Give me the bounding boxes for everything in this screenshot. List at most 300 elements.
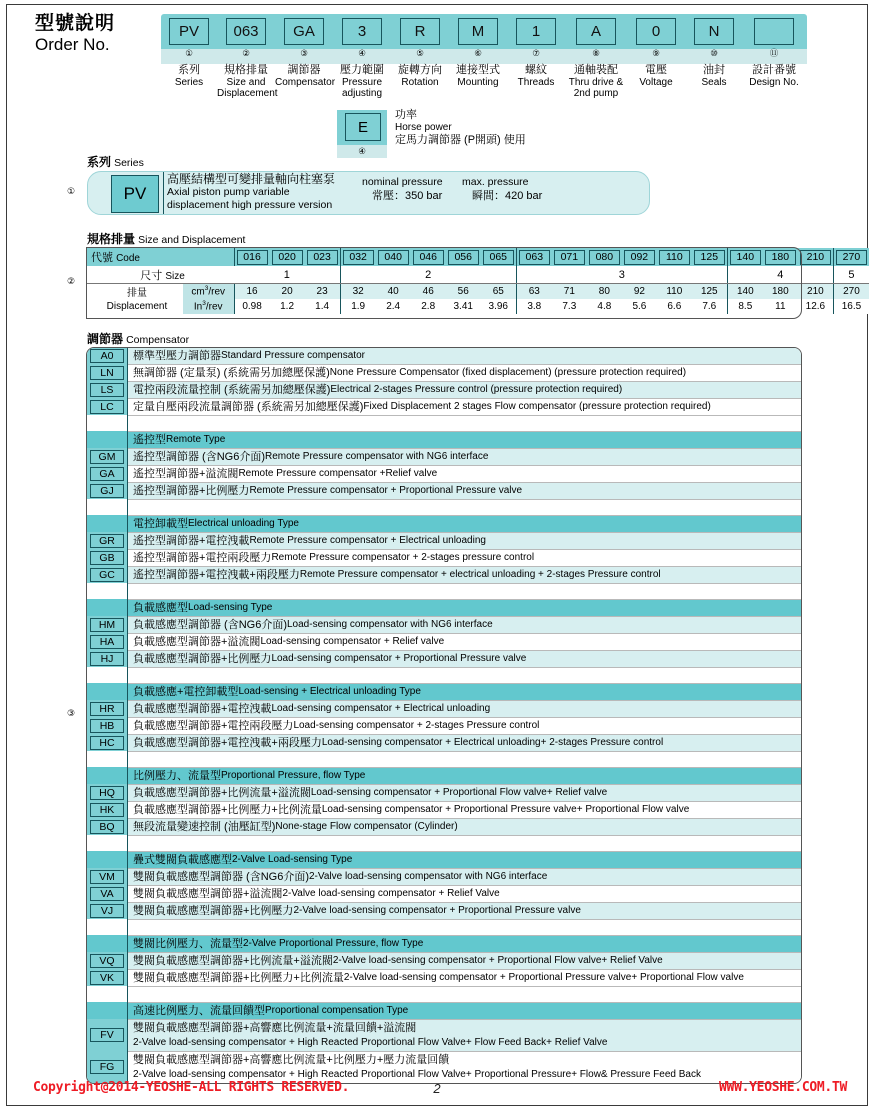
compensator-spacer xyxy=(87,919,801,935)
spacer-desc-cell xyxy=(128,667,801,683)
order-code-box-5: R xyxy=(400,18,440,45)
spacer-desc-cell xyxy=(128,986,801,1002)
compensator-desc-FG: 雙閥負載感應型調節器+高響應比例流量+比例壓力+壓力流量回饋 2-Valve load-sensing compensator + High Reacted Proportional Flow Valve+ Proportional Pressure+ Flow& Pressure Feed Back xyxy=(128,1051,801,1083)
page-title xyxy=(35,13,155,55)
label-cn-8: 通軸裝配 xyxy=(574,64,618,76)
compensator-caption-en: Compensator xyxy=(126,334,190,346)
order-code-label-8 xyxy=(565,65,627,100)
size-group-5: 5 xyxy=(833,266,869,284)
code-chip-023: 023 xyxy=(307,250,338,265)
order-code-index-10: ⑩ xyxy=(710,48,718,58)
order-code-label-7 xyxy=(507,65,565,100)
code-cell-270 xyxy=(833,248,869,266)
code-chip-270: 270 xyxy=(836,250,867,265)
order-code-index-6: ⑥ xyxy=(474,48,482,58)
displacement-label-en: Displacement xyxy=(87,299,183,314)
compensator-row-HK[interactable] xyxy=(87,801,801,818)
spacer-code-cell xyxy=(87,835,128,851)
code-chip-080: 080 xyxy=(589,250,620,265)
series-index: ① xyxy=(67,186,76,196)
label-cn-2: 規格排量 xyxy=(224,64,268,76)
order-code-label-10 xyxy=(685,65,743,100)
unit-in3-rev: In$^3$/rev xyxy=(183,299,234,314)
code-chip-210: 210 xyxy=(800,250,831,265)
compensator-code-GC: GC xyxy=(90,568,124,582)
compensator-row-VJ[interactable] xyxy=(87,902,801,919)
in3-value-180: 11 xyxy=(763,299,798,314)
order-code-boxes xyxy=(161,14,807,64)
order-code-box-6: M xyxy=(458,18,498,45)
order-code-label-1 xyxy=(161,65,217,100)
website-link[interactable]: WWW.YEOSHE.COM.TW xyxy=(719,1080,847,1095)
size-displacement-table xyxy=(87,248,869,314)
series-caption-en: Series xyxy=(114,157,144,169)
spacer-desc-cell xyxy=(128,919,801,935)
compensator-desc-HB: 負載感應型調節器+電控兩段壓力 Load-sensing compensator + 2-stages Pressure control xyxy=(128,717,801,734)
order-code-index-9: ⑨ xyxy=(652,48,660,58)
code-cell-056 xyxy=(446,248,481,266)
order-code-box-9: 0 xyxy=(636,18,676,45)
compensator-group-header xyxy=(87,1002,801,1019)
compensator-row-HR[interactable] xyxy=(87,700,801,717)
order-code-column-4 xyxy=(333,14,391,64)
compensator-spacer xyxy=(87,986,801,1002)
compensator-spacer xyxy=(87,415,801,431)
compensator-code-cell xyxy=(87,549,128,566)
label-cn-4: 壓力範圍 xyxy=(340,64,384,76)
displacement-in3-row xyxy=(87,299,869,314)
compensator-code-cell xyxy=(87,700,128,717)
nominal-pressure xyxy=(362,175,443,203)
group-header-code-cell xyxy=(87,767,128,784)
compensator-code-cell xyxy=(87,952,128,969)
compensator-code-cell xyxy=(87,465,128,482)
cm3-value-210: 210 xyxy=(798,284,834,300)
order-code-label-9 xyxy=(627,65,685,100)
cm3-value-040: 40 xyxy=(376,284,411,300)
code-cell-080 xyxy=(587,248,622,266)
compensator-desc-VK: 雙閥負載感應型調節器+比例壓力+比例流量 2-Valve load-sensing compensator + Proportional Pressure valve+ Proportional Flow valve xyxy=(128,969,801,986)
cm3-value-125: 125 xyxy=(692,284,728,300)
series-desc-cn: 高壓結構型可變排量軸向柱塞泵 xyxy=(167,172,336,186)
code-chip-032: 032 xyxy=(343,250,374,265)
order-code-label-5 xyxy=(391,65,449,100)
group-header-text: 遙控型 Remote Type xyxy=(128,431,801,448)
compensator-desc-HJ: 負載感應型調節器+比例壓力 Load-sensing compensator + Proportional Pressure valve xyxy=(128,650,801,667)
label-cn-11: 設計番號 xyxy=(752,64,796,76)
in3-value-110: 6.6 xyxy=(657,299,692,314)
order-code-box-1: PV xyxy=(169,18,209,45)
compensator-group-header xyxy=(87,599,801,616)
order-code-label-6 xyxy=(449,65,507,100)
order-code-label-3 xyxy=(275,64,336,100)
order-code-index-11: ⑪ xyxy=(769,48,779,58)
displacement-label-cn: 排量 xyxy=(87,284,183,300)
horsepower-line1: 功率 xyxy=(395,109,417,121)
spacer-code-cell xyxy=(87,919,128,935)
code-cell-020 xyxy=(270,248,305,266)
cm3-value-056: 56 xyxy=(446,284,481,300)
code-cell-180 xyxy=(763,248,798,266)
compensator-row-VM[interactable] xyxy=(87,868,801,885)
compensator-row-GA[interactable] xyxy=(87,465,801,482)
size-group-1: 1 xyxy=(234,266,340,284)
compensator-code-cell xyxy=(87,364,128,381)
group-header-code-cell xyxy=(87,1002,128,1019)
label-en-3: Compensator xyxy=(275,76,336,88)
code-chip-092: 092 xyxy=(624,250,655,265)
in3-value-071: 7.3 xyxy=(552,299,587,314)
compensator-row-HA[interactable] xyxy=(87,633,801,650)
order-code-column-10 xyxy=(685,14,743,64)
code-cell-140 xyxy=(727,248,763,266)
unit-cm3-rev: $cm^3$/rev xyxy=(183,284,234,300)
in3-value-125: 7.6 xyxy=(692,299,728,314)
label-en-1: Series xyxy=(174,76,204,88)
in3-value-140: 8.5 xyxy=(727,299,763,314)
compensator-row-GM[interactable] xyxy=(87,448,801,465)
compensator-caption xyxy=(87,330,189,347)
compensator-code-cell xyxy=(87,532,128,549)
compensator-group-header xyxy=(87,935,801,952)
compensator-desc-GM: 遙控型調節器 (含NG6介面) Remote Pressure compensator with NG6 interface xyxy=(128,448,801,465)
order-code-label-4 xyxy=(333,65,391,100)
code-chip-180: 180 xyxy=(765,250,796,265)
in3-value-270: 16.5 xyxy=(833,299,869,314)
size-displacement-index: ② xyxy=(67,276,76,286)
series-caption xyxy=(87,153,144,170)
compensator-code-cell xyxy=(87,616,128,633)
group-header-text: 雙閥比例壓力、流量型 2-Valve Proportional Pressure, flow Type xyxy=(128,935,801,952)
in3-value-040: 2.4 xyxy=(376,299,411,314)
code-chip-020: 020 xyxy=(272,250,303,265)
compensator-code-cell xyxy=(87,784,128,801)
code-chip-110: 110 xyxy=(659,250,690,265)
label-en-5: Rotation xyxy=(401,76,439,88)
compensator-code-cell xyxy=(87,734,128,751)
compensator-row-GC[interactable] xyxy=(87,566,801,583)
horsepower-line3: 定馬力調節器 (P開頭) 使用 xyxy=(395,134,526,146)
code-chip-016: 016 xyxy=(237,250,268,265)
order-code-column-7 xyxy=(507,14,565,64)
compensator-code-HR: HR xyxy=(90,702,124,716)
compensator-desc-VA: 雙閥負載感應型調節器+溢流閥 2-Valve load-sensing compensator + Relief Valve xyxy=(128,885,801,902)
cm3-value-020: 20 xyxy=(270,284,305,300)
size-group-2: 2 xyxy=(340,266,516,284)
compensator-index: ③ xyxy=(67,708,76,718)
order-code-label-11 xyxy=(743,65,805,100)
cm3-value-092: 92 xyxy=(622,284,657,300)
size-displacement-code-row xyxy=(87,248,869,266)
order-code-box-10: N xyxy=(694,18,734,45)
size-row xyxy=(87,266,869,284)
compensator-caption-cn: 調節器 xyxy=(87,332,124,346)
compensator-code-A0: A0 xyxy=(90,349,124,363)
compensator-code-LN: LN xyxy=(90,366,124,380)
code-cell-040 xyxy=(376,248,411,266)
in3-value-065: 3.96 xyxy=(481,299,517,314)
compensator-code-cell xyxy=(87,801,128,818)
cm3-value-046: 46 xyxy=(411,284,446,300)
compensator-desc-VJ: 雙閥負載感應型調節器+比例壓力 2-Valve load-sensing compensator + Proportional Pressure valve xyxy=(128,902,801,919)
code-chip-065: 065 xyxy=(483,250,514,265)
code-cell-016 xyxy=(234,248,270,266)
in3-value-056: 3.41 xyxy=(446,299,481,314)
in3-value-046: 2.8 xyxy=(411,299,446,314)
order-code-index-8: ⑧ xyxy=(592,48,600,58)
compensator-spacer xyxy=(87,667,801,683)
compensator-row-LS[interactable] xyxy=(87,381,801,398)
compensator-code-HB: HB xyxy=(90,719,124,733)
order-code-labels xyxy=(161,65,861,100)
nominal-pressure-value: 常壓：350 bar xyxy=(372,190,443,202)
spacer-desc-cell xyxy=(128,499,801,515)
compensator-row-BQ[interactable] xyxy=(87,818,801,835)
order-code-column-2 xyxy=(217,14,275,64)
order-code-box-3: GA xyxy=(284,18,324,45)
compensator-row-A0[interactable] xyxy=(87,348,801,364)
compensator-row-HC[interactable] xyxy=(87,734,801,751)
order-code-box-8: A xyxy=(576,18,616,45)
code-cell-110 xyxy=(657,248,692,266)
order-code-column-9 xyxy=(627,14,685,64)
group-header-text: 電控卸載型 Electrical unloading Type xyxy=(128,515,801,532)
spacer-code-cell xyxy=(87,751,128,767)
code-chip-056: 056 xyxy=(448,250,479,265)
label-en-6: Mounting xyxy=(457,76,499,88)
group-header-code-cell xyxy=(87,851,128,868)
series-desc-en2: displacement high pressure version xyxy=(167,199,333,211)
compensator-code-cell xyxy=(87,566,128,583)
code-cell-125 xyxy=(692,248,728,266)
horsepower-index: ④ xyxy=(337,145,387,158)
max-pressure-label: max. pressure xyxy=(462,176,529,188)
page-number: 2 xyxy=(433,1081,441,1096)
compensator-row-LN[interactable] xyxy=(87,364,801,381)
size-displacement-caption xyxy=(87,230,245,247)
compensator-code-GB: GB xyxy=(90,551,124,565)
compensator-desc-FV: 雙閥負載感應型調節器+高響應比例流量+流量回饋+溢流閥 2-Valve load-sensing compensator + High Reacted Proportional Flow Valve+ Flow Feed Back+ Relief Valve xyxy=(128,1019,801,1051)
in3-value-016: 0.98 xyxy=(234,299,270,314)
compensator-spacer xyxy=(87,835,801,851)
order-code-column-3 xyxy=(275,14,333,64)
group-header-text: 疊式雙閥負載感應型 2-Valve Load-sensing Type xyxy=(128,851,801,868)
series-code-box: PV xyxy=(111,175,159,213)
code-cell-071 xyxy=(552,248,587,266)
compensator-code-BQ: BQ xyxy=(90,820,124,834)
size-group-4: 4 xyxy=(727,266,833,284)
group-header-code-cell xyxy=(87,599,128,616)
label-cn-1: 系列 xyxy=(178,64,200,76)
group-header-code-cell xyxy=(87,935,128,952)
series-caption-cn: 系列 xyxy=(87,155,112,169)
compensator-group-header xyxy=(87,431,801,448)
order-code-box-7: 1 xyxy=(516,18,556,45)
horsepower-line2: Horse power xyxy=(395,121,452,133)
label-cn-9: 電壓 xyxy=(645,64,667,76)
compensator-desc-HQ: 負載感應型調節器+比例流量+溢流閥 Load-sensing compensator + Proportional Flow valve+ Relief valve xyxy=(128,784,801,801)
compensator-desc-LN: 無調節器 (定量泵) (系統需另加總壓保護) None Pressure Compensator (fixed displacement) (pressure protection required) xyxy=(128,364,801,381)
compensator-code-cell xyxy=(87,969,128,986)
order-code-index-2: ② xyxy=(242,48,250,58)
compensator-code-cell xyxy=(87,1019,128,1051)
code-cell-023 xyxy=(305,248,341,266)
compensator-code-VK: VK xyxy=(90,971,124,985)
spacer-code-cell xyxy=(87,499,128,515)
compensator-row-FG[interactable] xyxy=(87,1051,801,1083)
code-cell-046 xyxy=(411,248,446,266)
compensator-desc-BQ: 無段流量變速控制 (油壓缸型) None-stage Flow compensator (Cylinder) xyxy=(128,818,801,835)
cm3-value-065: 65 xyxy=(481,284,517,300)
compensator-desc-HR: 負載感應型調節器+電控洩載 Load-sensing compensator + Electrical unloading xyxy=(128,700,801,717)
code-cell-210 xyxy=(798,248,834,266)
nominal-pressure-label: nominal pressure xyxy=(362,176,443,188)
label-en2-8: 2nd pump xyxy=(573,88,619,99)
cm3-value-071: 71 xyxy=(552,284,587,300)
compensator-group-header xyxy=(87,515,801,532)
group-header-text: 負載感應型 Load-sensing Type xyxy=(128,599,801,616)
datasheet-page xyxy=(6,4,868,1106)
displacement-cm3-row xyxy=(87,284,869,300)
cm3-value-016: 16 xyxy=(234,284,270,300)
compensator-code-FG: FG xyxy=(90,1060,124,1074)
spacer-code-cell xyxy=(87,986,128,1002)
compensator-row-HB[interactable] xyxy=(87,717,801,734)
compensator-code-GJ: GJ xyxy=(90,484,124,498)
compensator-code-GR: GR xyxy=(90,534,124,548)
compensator-desc-GA: 遙控型調節器+溢流閥 Remote Pressure compensator +Relief valve xyxy=(128,465,801,482)
in3-value-080: 4.8 xyxy=(587,299,622,314)
cm3-value-140: 140 xyxy=(727,284,763,300)
compensator-code-cell xyxy=(87,717,128,734)
max-pressure xyxy=(462,175,542,203)
horsepower-code-box: E xyxy=(345,113,381,141)
compensator-code-FV: FV xyxy=(90,1028,124,1042)
compensator-code-GM: GM xyxy=(90,450,124,464)
compensator-code-cell xyxy=(87,650,128,667)
group-header-text: 高速比例壓力、流量回饋型 Proportional compensation Type xyxy=(128,1002,801,1019)
compensator-row-LC[interactable] xyxy=(87,398,801,415)
code-cell-065 xyxy=(481,248,517,266)
compensator-desc-HM: 負載感應型調節器 (含NG6介面) Load-sensing compensator with NG6 interface xyxy=(128,616,801,633)
horsepower-text xyxy=(395,109,526,147)
cm3-value-110: 110 xyxy=(657,284,692,300)
label-cn-10: 油封 xyxy=(703,64,725,76)
order-code-column-8 xyxy=(565,14,627,64)
order-code-label-2 xyxy=(217,64,278,100)
in3-value-032: 1.9 xyxy=(340,299,376,314)
compensator-code-cell xyxy=(87,885,128,902)
compensator-desc-LC: 定量自壓兩段流量調節器 (系統需另加總壓保護) Fixed Displacement 2 stages Flow compensator (pressure protection required) xyxy=(128,398,801,415)
compensator-code-GA: GA xyxy=(90,467,124,481)
code-chip-063: 063 xyxy=(519,250,550,265)
compensator-desc-HK: 負載感應型調節器+比例壓力+比例流量 Load-sensing compensator + Proportional Pressure valve+ Proportional Flow valve xyxy=(128,801,801,818)
copyright-text: Copyright@2014-YEOSHE-ALL RIGHTS RESERVED. xyxy=(33,1080,350,1095)
compensator-desc-GB: 遙控型調節器+電控兩段壓力 Remote Pressure compensator + 2-stages pressure control xyxy=(128,549,801,566)
cm3-value-270: 270 xyxy=(833,284,869,300)
spacer-desc-cell xyxy=(128,583,801,599)
compensator-code-HK: HK xyxy=(90,803,124,817)
compensator-code-cell xyxy=(87,482,128,499)
code-cell-063 xyxy=(516,248,552,266)
code-chip-046: 046 xyxy=(413,250,444,265)
label-cn-7: 螺紋 xyxy=(525,64,547,76)
compensator-code-cell xyxy=(87,381,128,398)
spacer-desc-cell xyxy=(128,835,801,851)
size-row-label: 尺寸 Size xyxy=(87,266,234,284)
code-chip-040: 040 xyxy=(378,250,409,265)
code-cell-032 xyxy=(340,248,376,266)
compensator-desc-A0: 標準型壓力調節器 Standard Pressure compensator xyxy=(128,348,801,364)
in3-value-020: 1.2 xyxy=(270,299,305,314)
order-code-box-11 xyxy=(754,18,794,45)
spacer-desc-cell xyxy=(128,415,801,431)
compensator-desc-VM: 雙閥負載感應型調節器 (含NG6介面) 2-Valve load-sensing compensator with NG6 interface xyxy=(128,868,801,885)
page-title-en: Order No. xyxy=(35,35,110,54)
compensator-group-header xyxy=(87,767,801,784)
group-header-code-cell xyxy=(87,431,128,448)
compensator-code-VQ: VQ xyxy=(90,954,124,968)
compensator-spacer xyxy=(87,499,801,515)
compensator-row-VA[interactable] xyxy=(87,885,801,902)
code-chip-125: 125 xyxy=(694,250,725,265)
compensator-code-HC: HC xyxy=(90,736,124,750)
label-en2-2: Displacement xyxy=(217,88,278,99)
compensator-code-HQ: HQ xyxy=(90,786,124,800)
compensator-row-HM[interactable] xyxy=(87,616,801,633)
compensator-desc-LS: 電控兩段流量控制 (系統需另加總壓保護) Electrical 2-stages Pressure control (pressure protection required) xyxy=(128,381,801,398)
compensator-row-VQ[interactable] xyxy=(87,952,801,969)
compensator-row-HJ[interactable] xyxy=(87,650,801,667)
size-displacement-caption-cn: 規格排量 xyxy=(87,232,136,246)
compensator-code-cell xyxy=(87,398,128,415)
code-row-label: 代號 Code xyxy=(87,248,234,266)
label-cn-3: 調節器 xyxy=(287,64,321,76)
code-cell-092 xyxy=(622,248,657,266)
compensator-code-LS: LS xyxy=(90,383,124,397)
order-code-index-7: ⑦ xyxy=(532,48,540,58)
compensator-row-FV[interactable] xyxy=(87,1019,801,1051)
order-code-column-6 xyxy=(449,14,507,64)
compensator-code-VM: VM xyxy=(90,870,124,884)
spacer-code-cell xyxy=(87,667,128,683)
compensator-code-VA: VA xyxy=(90,887,124,901)
order-code-index-5: ⑤ xyxy=(416,48,424,58)
label-en2-4: adjusting xyxy=(341,88,383,99)
compensator-row-VK[interactable] xyxy=(87,969,801,986)
compensator-code-cell xyxy=(87,902,128,919)
compensator-code-HM: HM xyxy=(90,618,124,632)
compensator-group-header xyxy=(87,851,801,868)
code-chip-071: 071 xyxy=(554,250,585,265)
compensator-code-HA: HA xyxy=(90,635,124,649)
group-header-code-cell xyxy=(87,683,128,700)
compensator-code-cell xyxy=(87,633,128,650)
compensator-row-GB[interactable] xyxy=(87,549,801,566)
compensator-table xyxy=(86,347,802,1084)
compensator-row-GR[interactable] xyxy=(87,532,801,549)
label-en-7: Threads xyxy=(517,76,555,88)
in3-value-063: 3.8 xyxy=(516,299,552,314)
series-description xyxy=(167,173,335,212)
compensator-code-cell xyxy=(87,348,128,364)
compensator-desc-HC: 負載感應型調節器+電控洩載+兩段壓力 Load-sensing compensator + Electrical unloading+ 2-stages Pressure control xyxy=(128,734,801,751)
order-code-column-11 xyxy=(743,14,805,64)
order-code-column-1 xyxy=(161,14,217,64)
compensator-row-GJ[interactable] xyxy=(87,482,801,499)
compensator-row-HQ[interactable] xyxy=(87,784,801,801)
label-en-9: Voltage xyxy=(639,76,673,88)
